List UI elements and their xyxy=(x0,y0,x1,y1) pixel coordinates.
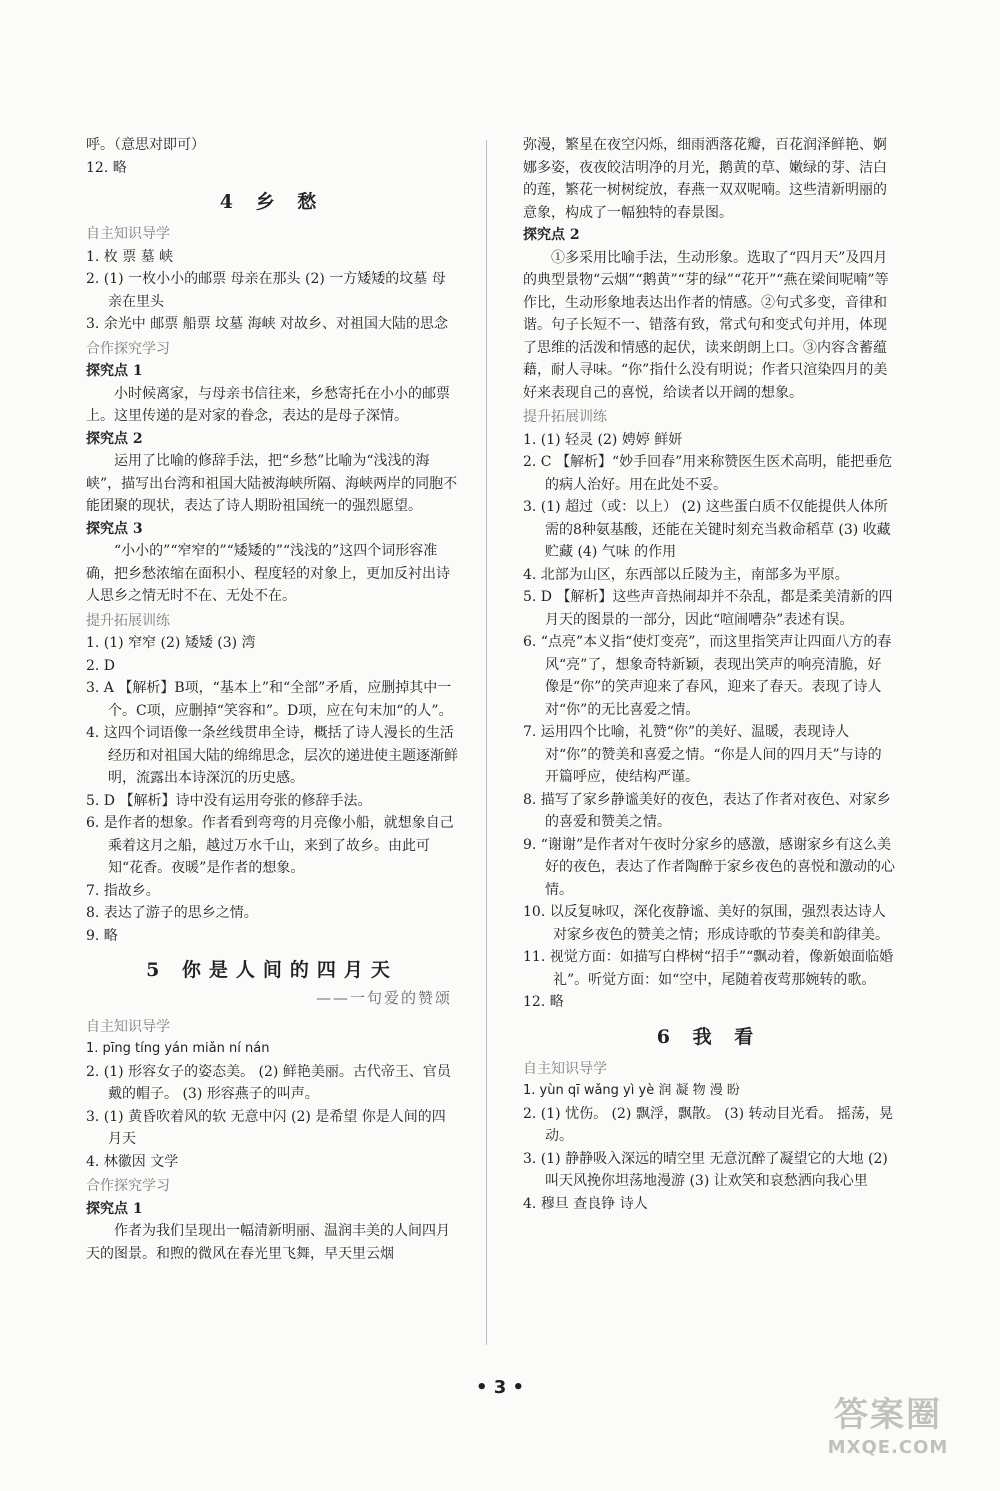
section-heading: 提升拓展训练 xyxy=(523,409,607,425)
answer-text: 4. 这四个词语像一条丝线贯串全诗，概括了诗人漫长的生活经历和对祖国大陆的绵绵思念，层次的递进使主题逐渐鲜明，流露出本诗深沉的历史感。 xyxy=(86,725,458,786)
inquiry-point-label: 探究点 2 xyxy=(86,430,143,447)
answer-text: 运用了比喻的修辞手法，把“乡愁”比喻为“浅浅的海峡”，描写出台湾和祖国大陆被海峡所隔、海峡两岸的同胞不能团聚的现状，表达了诗人期盼祖国统一的强烈愿望。 xyxy=(86,453,458,514)
answer-text: 3. (1) 静静吸入深远的晴空里 无意沉醉了凝望它的大地 (2) 叫天风挽你坦荡地漫游 (3) 让欢笑和哀愁洒向我心里 xyxy=(523,1150,888,1189)
answer-text: 8. 描写了家乡静谧美好的夜色，表达了作者对夜色、对家乡的喜爱和赞美之情。 xyxy=(523,791,891,830)
answer-text: 12. 略 xyxy=(86,159,127,176)
answer-text: 7. 指故乡。 xyxy=(86,882,160,899)
answer-text: 2. C 【解析】“妙手回春”用来称赞医生医术高明，能把垂危的病人治好。用在此处不妥。 xyxy=(523,454,893,493)
answer-text: 6. “点亮”本义指“使灯变亮”，而这里指笑声让四面八方的春风“亮”了，想象奇特新颖，表现出笑声的响亮清脆，好像是“你”的笑声迎来了春风，迎来了春天。表现了诗人对“你”的无比喜爱之情。 xyxy=(523,634,892,718)
section-heading: 自主知识导学 xyxy=(523,1060,607,1077)
page-number: • 3 • xyxy=(475,1377,525,1398)
answer-text: 1. 枚 票 墓 峡 xyxy=(86,248,174,265)
inquiry-point-label: 探究点 1 xyxy=(86,363,143,379)
answer-text: 1. (1) 轻灵 (2) 娉婷 鲜妍 xyxy=(523,431,683,448)
lesson-title: 5 你是人间的四月天 xyxy=(146,959,398,981)
answer-text: 1. (1) 窄窄 (2) 矮矮 (3) 湾 xyxy=(86,635,256,651)
answer-text: 9. “谢谢”是作者对午夜时分家乡的感激，感谢家乡有这么美好的夜色，表达了作者陶醉于家乡夜色的喜悦和激动的心情。 xyxy=(523,836,895,898)
answer-text: 9. 略 xyxy=(86,927,118,944)
answer-text: 5. D 【解析】诗中没有运用夸张的修辞手法。 xyxy=(86,792,372,809)
section-heading: 合作探究学习 xyxy=(86,340,170,357)
answer-text: 作者为我们呈现出一幅清新明丽、温润丰美的人间四月天的图景。和煦的微风在春光里飞舞，早天里云烟 xyxy=(86,1223,450,1262)
answer-text: 3. (1) 黄昏吹着风的软 无意中闪 (2) 是希望 你是人间的四月天 xyxy=(86,1108,446,1147)
page-number-value: 3 xyxy=(493,1377,507,1398)
pinyin-answer: 1. pīng tíng yán miǎn ní nán xyxy=(86,1041,270,1056)
answer-text: 4. 穆旦 查良铮 诗人 xyxy=(523,1195,648,1212)
right-column xyxy=(523,134,895,1215)
answer-text: 3. A 【解析】B项，“基本上”和“全部”矛盾，应删掉其中一个。C项，应删掉“笑容和”。D项，应在句末加“的人”。 xyxy=(86,680,453,719)
answer-text: 5. D 【解析】这些声音热闹却并不杂乱，都是柔美清新的四月天的图景的一部分，因此“喧闹嘈杂”表述有误。 xyxy=(523,589,893,628)
section-heading: 合作探究学习 xyxy=(86,1178,170,1194)
inquiry-point-label: 探究点 2 xyxy=(523,227,580,243)
answer-text: 7. 运用四个比喻，礼赞“你”的美好、温暖，表现诗人对“你”的赞美和喜爱之情。“你是人间的四月天”与诗的开篇呼应，使结构严谨。 xyxy=(523,724,882,785)
section-heading: 自主知识导学 xyxy=(86,1018,170,1035)
inquiry-point-label: 探究点 3 xyxy=(86,520,143,537)
watermark-logo xyxy=(798,1393,978,1473)
watermark-logo-text: 答案圈 xyxy=(834,1395,942,1435)
answer-text: 4. 林徽因 文学 xyxy=(86,1153,179,1170)
answer-text: 12. 略 xyxy=(523,994,564,1010)
lesson-title: 6 我 看 xyxy=(656,1025,762,1048)
answer-text: 2. (1) 形容女子的姿态美。 (2) 鲜艳美丽。古代帝王、官员戴的帽子。 (3) 形容燕子的叫声。 xyxy=(86,1063,451,1102)
answer-text: 2. D xyxy=(86,657,116,674)
answer-text: 2. (1) 忧伤。 (2) 飘浮，飘散。 (3) 转动目光看。 摇荡，晃动。 xyxy=(523,1105,894,1144)
answer-text: 小时候离家，与母亲书信往来，乡愁寄托在小小的邮票上。这里传递的是对家的眷念，表达的是母子深情。 xyxy=(86,385,450,424)
answer-text: 11. 视觉方面：如描写白桦树“招手”“飘动着，像新娘面临婚礼”。听觉方面：如“空中，尾随着夜莺那婉转的歌。 xyxy=(523,949,894,988)
watermark-url: MXQE.COM xyxy=(827,1437,949,1458)
answer-text: 2. (1) 一枚小小的邮票 母亲在那头 (2) 一方矮矮的坟墓 母亲在里头 xyxy=(86,271,446,310)
inquiry-point-label: 探究点 1 xyxy=(86,1200,143,1217)
pinyin-answer: 1. yùn qī wǎng yì yè 润 凝 物 漫 盼 xyxy=(523,1083,740,1098)
section-heading: 自主知识导学 xyxy=(86,226,170,242)
answer-text: 4. 北部为山区，东西部以丘陵为主，南部多为平原。 xyxy=(523,566,849,583)
section-heading: 提升拓展训练 xyxy=(86,612,170,629)
answer-text: 弥漫，繁星在夜空闪烁，细雨洒落花瓣，百花润泽鲜艳、婀娜多姿，夜夜皎洁明净的月光，鹅黄的草、嫩绿的芽、洁白的莲，繁花一树树绽放，春燕一双双呢喃。这些清新明丽的意象，构成了一幅独特的春景图。 xyxy=(523,137,887,221)
lesson-title: 4 乡 愁 xyxy=(219,191,325,213)
answer-text: 8. 表达了游子的思乡之情。 xyxy=(86,905,258,921)
lesson-subtitle: ——一句爱的赞颂 xyxy=(315,989,452,1007)
answer-text: 3. 余光中 邮票 船票 坟墓 海峡 对故乡、对祖国大陆的思念 xyxy=(86,316,449,332)
answer-text: 呼。（意思对即可） xyxy=(86,137,205,153)
left-column xyxy=(86,134,458,1265)
answer-text: 6. 是作者的想象。作者看到弯弯的月亮像小船，就想象自己乘着这月之船，越过万水千山，来到了故乡。由此可知“花香。夜暖”是作者的想象。 xyxy=(86,815,454,876)
column-divider xyxy=(486,140,487,1345)
answer-text: “小小的”“窄窄的”“矮矮的”“浅浅的”这四个词形容准确，把乡愁浓缩在面积小、程度轻的对象上，更加反衬出诗人思乡之情无时不在、无处不在。 xyxy=(86,543,450,604)
answer-text: ①多采用比喻手法，生动形象。选取了“四月天”及四月的典型景物“云烟”“鹅黄”“芽的绿”“花开”“燕在梁间呢喃”等作比，生动形象地表达出作者的情感。②句式多变，音律和谐。句子长短不一、错落有致，常式句和变式句并用，体现了思维的活泼和情感的起伏，读来朗朗上口。③内容含蓄蕴藉，耐人寻味。“你”指什么没有明说；作者只渲染四月的美好来表现自己的喜悦，给读者以开阔的想象。 xyxy=(523,249,889,401)
answer-text: 3. (1) 超过（或：以上） (2) 这些蛋白质不仅能提供人体所需的8种氨基酸，还能在关键时刻充当救命稻草 (3) 收藏 贮藏 (4) 气味 的作用 xyxy=(523,499,891,560)
answer-text: 10. 以反复咏叹，深化夜静谧、美好的氛围，强烈表达诗人对家乡夜色的赞美之情；形成诗歌的节奏美和韵律美。 xyxy=(523,904,889,943)
